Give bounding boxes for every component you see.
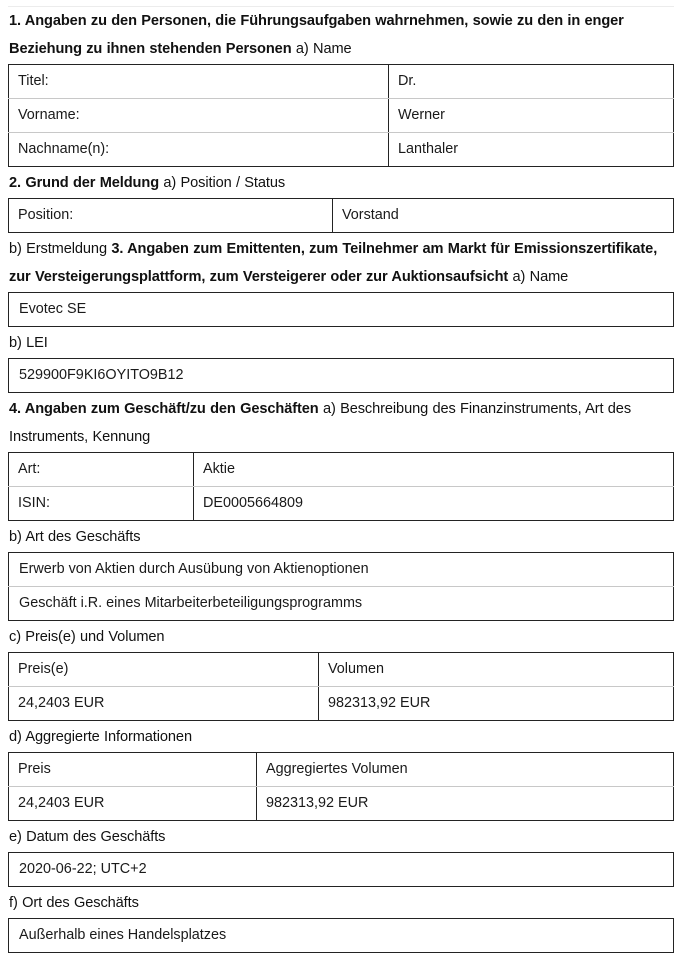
table-row (9, 487, 674, 521)
section-2-heading (8, 169, 674, 197)
table-row (9, 199, 674, 233)
aggregate-label: d) Aggregierte Informationen (9, 729, 192, 745)
price-column-header: Preis(e) (9, 653, 319, 687)
titel-label: Titel: (9, 65, 389, 99)
volume-column-header: Volumen (319, 653, 674, 687)
nachname-label: Nachname(n): (9, 133, 389, 167)
isin-label: ISIN: (9, 487, 194, 521)
table-row (9, 65, 674, 99)
table-row (9, 853, 674, 887)
transaction-place-label: f) Ort des Geschäfts (9, 895, 139, 911)
transaction-place-value: Außerhalb eines Handelsplatzes (19, 927, 227, 943)
price-volume-table (8, 652, 674, 721)
lei-label: b) LEI (9, 335, 48, 351)
lei-value: 529900F9KI6OYITO9B12 (19, 367, 184, 383)
vorname-label: Vorname: (9, 99, 389, 133)
table-row (9, 293, 674, 327)
transaction-date-table (8, 852, 674, 887)
aggregate-price-value: 24,2403 EUR (9, 787, 257, 821)
table-row (9, 687, 674, 721)
transaction-place-heading (8, 889, 674, 917)
table-row (9, 787, 674, 821)
section-1-heading-bold: 1. Angaben zu den Personen, die Führungsaufgaben wahrnehmen, sowie zu den in enger Beziehung zu ihnen stehenden Personen (9, 13, 624, 57)
erstmeldung-label: b) Erstmeldung (9, 241, 107, 257)
volume-value: 982313,92 EUR (328, 695, 431, 711)
table-row (9, 133, 674, 167)
table-row (9, 359, 674, 393)
table-row (9, 587, 674, 621)
aggregate-price-column-header: Preis (9, 753, 257, 787)
transaction-place-table (8, 918, 674, 953)
transaction-date-value: 2020-06-22; UTC+2 (19, 861, 147, 877)
table-row (9, 453, 674, 487)
instrument-table (8, 452, 674, 521)
issuer-name-value: Evotec SE (19, 301, 87, 317)
section-2-heading-sublabel: a) Position / Status (163, 175, 286, 191)
position-table (8, 198, 674, 233)
section-4-heading (8, 395, 674, 451)
position-label: Position: (9, 199, 333, 233)
section-3-heading-bold: 3. Angaben zum Emittenten, zum Teilnehmer am Markt für Emissionszertifikate, zur Versteigerungsplattform, zum Versteigerer oder zur Auktionsaufsicht (9, 241, 658, 285)
table-row (9, 553, 674, 587)
price-value: 24,2403 EUR (9, 687, 319, 721)
transaction-type-line-1: Erwerb von Aktien durch Ausübung von Aktienoptionen (9, 553, 674, 587)
section-4-heading-sublabel: a) Beschreibung des Finanzinstruments, Art des Instruments, Kennung (9, 401, 632, 445)
vorname-value: Werner (389, 99, 674, 133)
art-value: Aktie (194, 453, 674, 487)
isin-value: DE0005664809 (203, 495, 304, 511)
titel-value: Dr. (389, 65, 674, 99)
section-3-heading (8, 235, 674, 291)
art-label: Art: (9, 453, 194, 487)
table-header-row (9, 753, 674, 787)
transaction-date-label: e) Datum des Geschäfts (9, 829, 166, 845)
disclosure-document (0, 6, 682, 953)
price-volume-heading (8, 623, 674, 651)
issuer-name-table (8, 292, 674, 327)
table-row (9, 99, 674, 133)
aggregate-heading (8, 723, 674, 751)
position-value: Vorstand (342, 207, 399, 223)
price-volume-label: c) Preis(e) und Volumen (9, 629, 165, 645)
aggregate-table (8, 752, 674, 821)
transaction-type-heading (8, 523, 674, 551)
person-name-table (8, 64, 674, 167)
lei-heading (8, 329, 674, 357)
section-2-heading-bold: 2. Grund der Meldung (9, 175, 160, 191)
table-header-row (9, 653, 674, 687)
aggregate-volume-column-header: Aggregiertes Volumen (257, 753, 674, 787)
table-row (9, 919, 674, 953)
transaction-type-line-2: Geschäft i.R. eines Mitarbeiterbeteiligungsprogramms (19, 595, 363, 611)
transaction-type-label: b) Art des Geschäfts (9, 529, 141, 545)
nachname-value: Lanthaler (398, 141, 459, 157)
section-4-heading-bold: 4. Angaben zum Geschäft/zu den Geschäften (9, 401, 319, 417)
aggregate-volume-value: 982313,92 EUR (266, 795, 369, 811)
section-1-heading (8, 7, 674, 63)
section-1-heading-sublabel: a) Name (295, 41, 352, 57)
transaction-type-table (8, 552, 674, 621)
transaction-date-heading (8, 823, 674, 851)
section-3-heading-sublabel: a) Name (512, 269, 569, 285)
lei-table (8, 358, 674, 393)
